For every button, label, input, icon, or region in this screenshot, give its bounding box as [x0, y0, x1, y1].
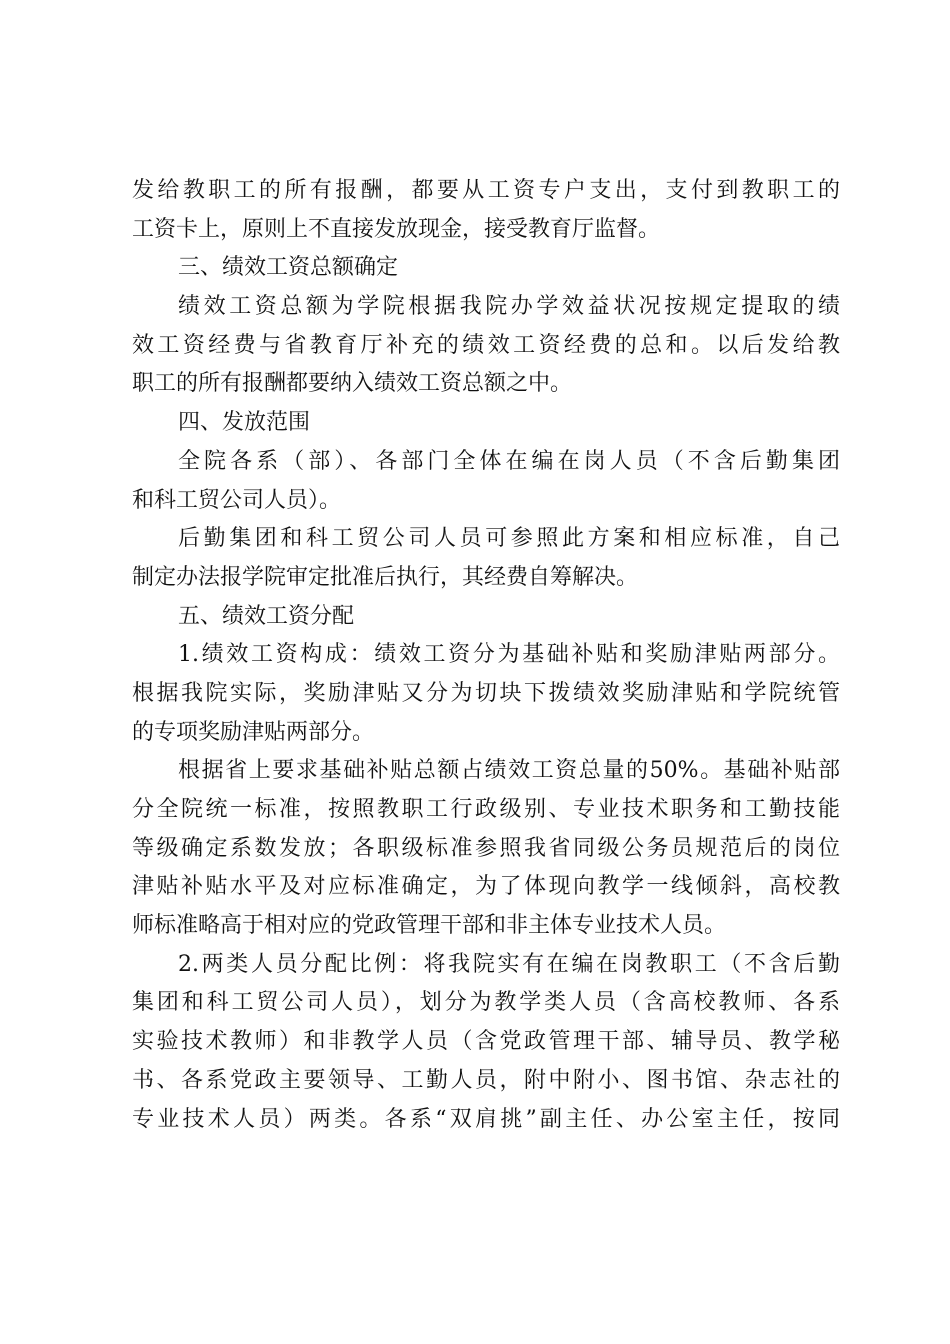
- text-line: 根据我院实际，奖励津贴又分为切块下拨绩效奖励津贴和学院统管: [132, 680, 840, 706]
- text-line: 津贴补贴水平及对应标准确定，为了体现向教学一线倾斜，高校教: [132, 874, 840, 900]
- text-line: 实验技术教师）和非教学人员（含党政管理干部、辅导员、教学秘: [132, 1029, 840, 1055]
- section-heading: 三、绩效工资总额确定: [178, 255, 399, 281]
- text-line: 和科工贸公司人员）。: [132, 487, 342, 513]
- text-line: 全院各系（部）、各部门全体在编在岗人员（不含后勤集团: [178, 448, 840, 474]
- text-line: 1.绩效工资构成：绩效工资分为基础补贴和奖励津贴两部分。: [178, 642, 840, 668]
- text-line: 的专项奖励津贴两部分。: [132, 719, 375, 745]
- text-line: 师标准略高于相对应的党政管理干部和非主体专业技术人员。: [132, 913, 727, 939]
- section-heading: 五、绩效工资分配: [178, 603, 355, 629]
- text-line: 职工的所有报酬都要纳入绩效工资总额之中。: [132, 371, 573, 397]
- document-body: [132, 172, 840, 1139]
- text-line: 根据省上要求基础补贴总额占绩效工资总量的50%。基础补贴部: [178, 758, 840, 784]
- text-line: 集团和科工贸公司人员），划分为教学类人员（含高校教师、各系: [132, 990, 840, 1016]
- text-line: 书、各系党政主要领导、工勤人员，附中附小、图书馆、杂志社的: [132, 1067, 840, 1093]
- text-line: 制定办法报学院审定批准后执行，其经费自筹解决。: [132, 564, 639, 590]
- text-line: 工资卡上，原则上不直接发放现金，接受教育厅监督。: [132, 216, 661, 242]
- section-heading: 四、发放范围: [178, 410, 311, 436]
- text-line: 后勤集团和科工贸公司人员可参照此方案和相应标准，自己: [178, 526, 840, 552]
- text-line: 效工资经费与省教育厅补充的绩效工资经费的总和。以后发给教: [132, 332, 840, 358]
- text-line: 等级确定系数发放；各职级标准参照我省同级公务员规范后的岗位: [132, 835, 840, 861]
- text-line: 专业技术人员）两类。各系“双肩挑”副主任、办公室主任，按同: [132, 1106, 840, 1132]
- text-line: 2.两类人员分配比例：将我院实有在编在岗教职工（不含后勤: [178, 951, 840, 977]
- text-line: 发给教职工的所有报酬，都要从工资专户支出，支付到教职工的: [132, 178, 840, 203]
- text-line: 绩效工资总额为学院根据我院办学效益状况按规定提取的绩: [178, 294, 840, 320]
- text-line: 分全院统一标准，按照教职工行政级别、专业技术职务和工勤技能: [132, 797, 840, 822]
